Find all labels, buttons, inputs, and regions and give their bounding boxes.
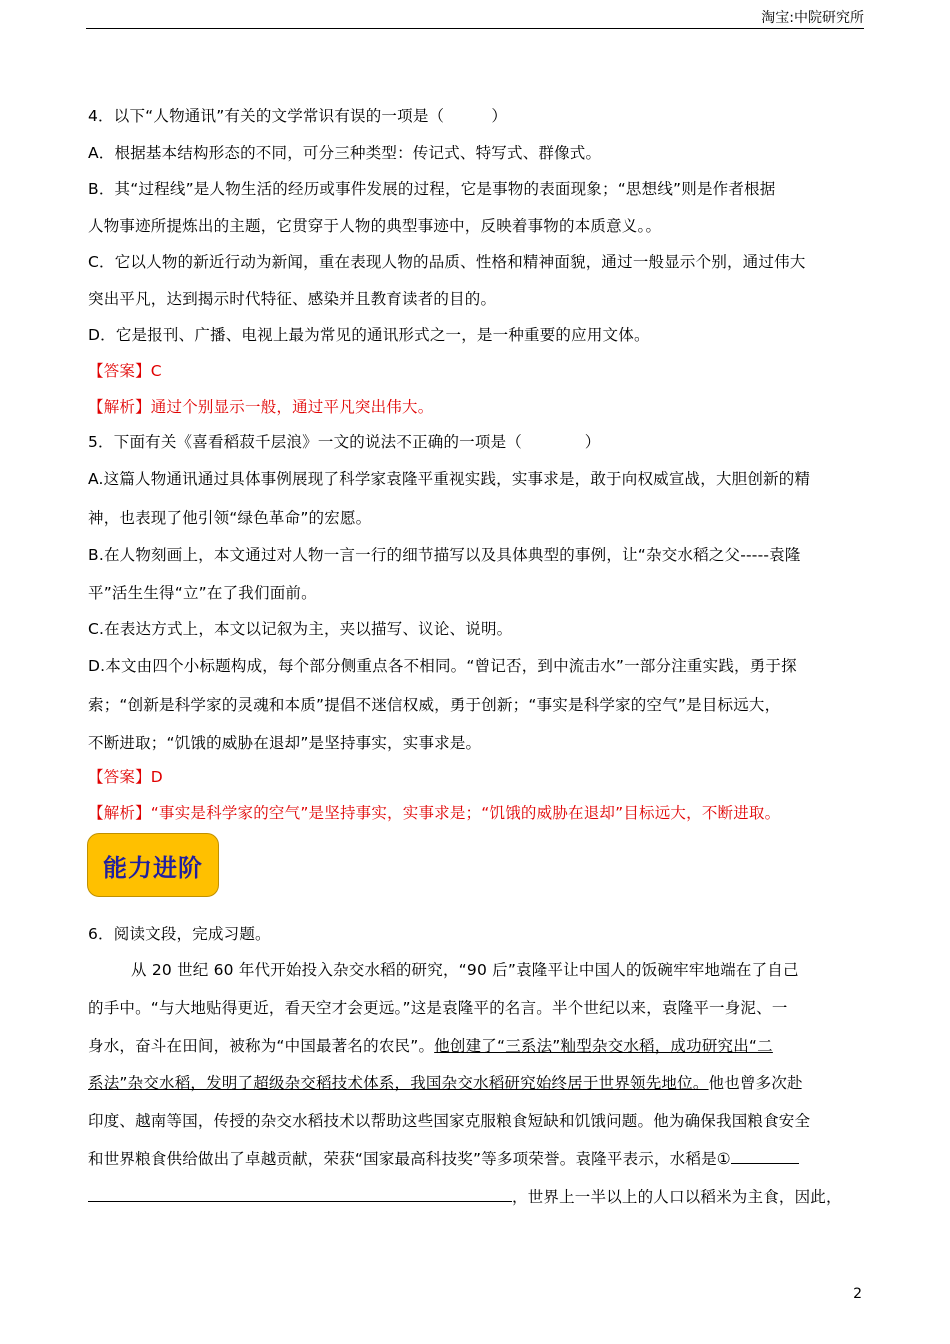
- q6-passage-line4-text: 他也曾多次赴: [708, 1074, 803, 1092]
- q6-underlined-sentence-part1: 他创建了“三系法”籼型杂交水稻，成功研究出“二: [434, 1037, 773, 1055]
- q6-passage-line7: [88, 1185, 842, 1207]
- q5-option-b-line2: 平”活生生得“立”在了我们面前。: [88, 584, 317, 602]
- q5-option-c: C.在表达方式上，本文以记叙为主，夹以描写、议论、说明。: [88, 620, 513, 638]
- q6-passage-line1: 从 20 世纪 60 年代开始投入杂交水稻的研究，“90 后”袁隆平让中国人的饭碗牢牢地端在了自己: [131, 961, 799, 979]
- q6-passage-line7-text: ，世界上一半以上的人口以稻米为主食，因此，: [512, 1188, 842, 1206]
- q5-option-d-line2: 索；“创新是科学家的灵魂和本质”提倡不迷信权威，勇于创新；“事实是科学家的空气”是目标远大，: [88, 696, 781, 714]
- q5-option-a-line1: A.这篇人物通讯通过具体事例展现了科学家袁隆平重视实践，实事求是，敢于向权威宣战，大胆创新的精: [88, 470, 811, 488]
- q5-option-d-line3: 不断进取；“饥饿的威胁在退却”是坚持事实，实事求是。: [88, 734, 482, 752]
- q5-option-b-line1: B.在人物刻画上，本文通过对人物一言一行的细节描写以及具体典型的事例，让“杂交水稻之父-----袁隆: [88, 546, 801, 564]
- header-source: 淘宝:中院研究所: [761, 10, 864, 26]
- q6-passage-line6-text: 和世界粮食供给做出了卓越贡献，荣获“国家最高科技奖”等多项荣誉。袁隆平表示，水稻是①: [88, 1150, 731, 1168]
- q6-stem: 6．阅读文段，完成习题。: [88, 925, 271, 943]
- q6-passage-line3: [88, 1034, 773, 1056]
- q6-passage-line6: [88, 1147, 799, 1169]
- page-number: 2: [853, 1286, 862, 1302]
- q6-passage-line3-text: 身水，奋斗在田间，被称为“中国最著名的农民”。: [88, 1037, 435, 1055]
- q4-option-c-line2: 突出平凡，达到揭示时代特征、感染并且教育读者的目的。: [88, 290, 497, 308]
- q5-stem: 5．下面有关《喜看稻菽千层浪》一文的说法不正确的一项是（ ）: [88, 433, 601, 451]
- q4-stem: 4．以下“人物通讯”有关的文学常识有误的一项是（ ）: [88, 107, 508, 125]
- header-rule: [86, 28, 864, 29]
- section-badge: [87, 833, 219, 897]
- q5-option-a-line2: 神，也表现了他引领“绿色革命”的宏愿。: [88, 509, 372, 527]
- q4-option-a: A．根据基本结构形态的不同，可分三种类型：传记式、特写式、群像式。: [88, 144, 602, 162]
- q6-underlined-sentence-part2: 系法”杂交水稻，发明了超级杂交稻技术体系，我国杂交水稻研究始终居于世界领先地位。: [88, 1074, 709, 1092]
- q4-option-b-line2: 人物事迹所提炼出的主题，它贯穿于人物的典型事迹中，反映着事物的本质意义。。: [88, 217, 662, 235]
- q6-passage-line2: 的手中。“与大地贴得更近，看天空才会更远。”这是袁隆平的名言。半个世纪以来，袁隆平一身泥、一: [88, 999, 788, 1017]
- q5-analysis: 【解析】“事实是科学家的空气”是坚持事实，实事求是；“饥饿的威胁在退却”目标远大，不断进取。: [88, 804, 781, 822]
- fill-blank-1a[interactable]: [731, 1147, 799, 1164]
- q6-passage-line4: [88, 1071, 803, 1093]
- q4-option-c-line1: C．它以人物的新近行动为新闻，重在表现人物的品质、性格和精神面貌，通过一般显示个别，通过伟大: [88, 253, 806, 271]
- q4-option-b-line1: B．其“过程线”是人物生活的经历或事件发展的过程，它是事物的表面现象；“思想线”则是作者根据: [88, 180, 776, 198]
- q5-answer: 【答案】D: [88, 768, 163, 786]
- q4-analysis: 【解析】通过个别显示一般，通过平凡突出伟大。: [88, 398, 434, 416]
- fill-blank-1b[interactable]: [88, 1185, 512, 1202]
- q4-answer: 【答案】C: [88, 362, 162, 380]
- q6-passage-line5: 印度、越南等国，传授的杂交水稻技术以帮助这些国家克服粮食短缺和饥饿问题。他为确保我国粮食安全: [88, 1112, 811, 1130]
- q4-option-d: D．它是报刊、广播、电视上最为常见的通讯形式之一，是一种重要的应用文体。: [88, 326, 650, 344]
- q5-option-d-line1: D.本文由四个小标题构成，每个部分侧重点各不相同。“曾记否，到中流击水”一部分注重实践，勇于探: [88, 657, 797, 675]
- section-title: 能力进阶: [103, 853, 203, 882]
